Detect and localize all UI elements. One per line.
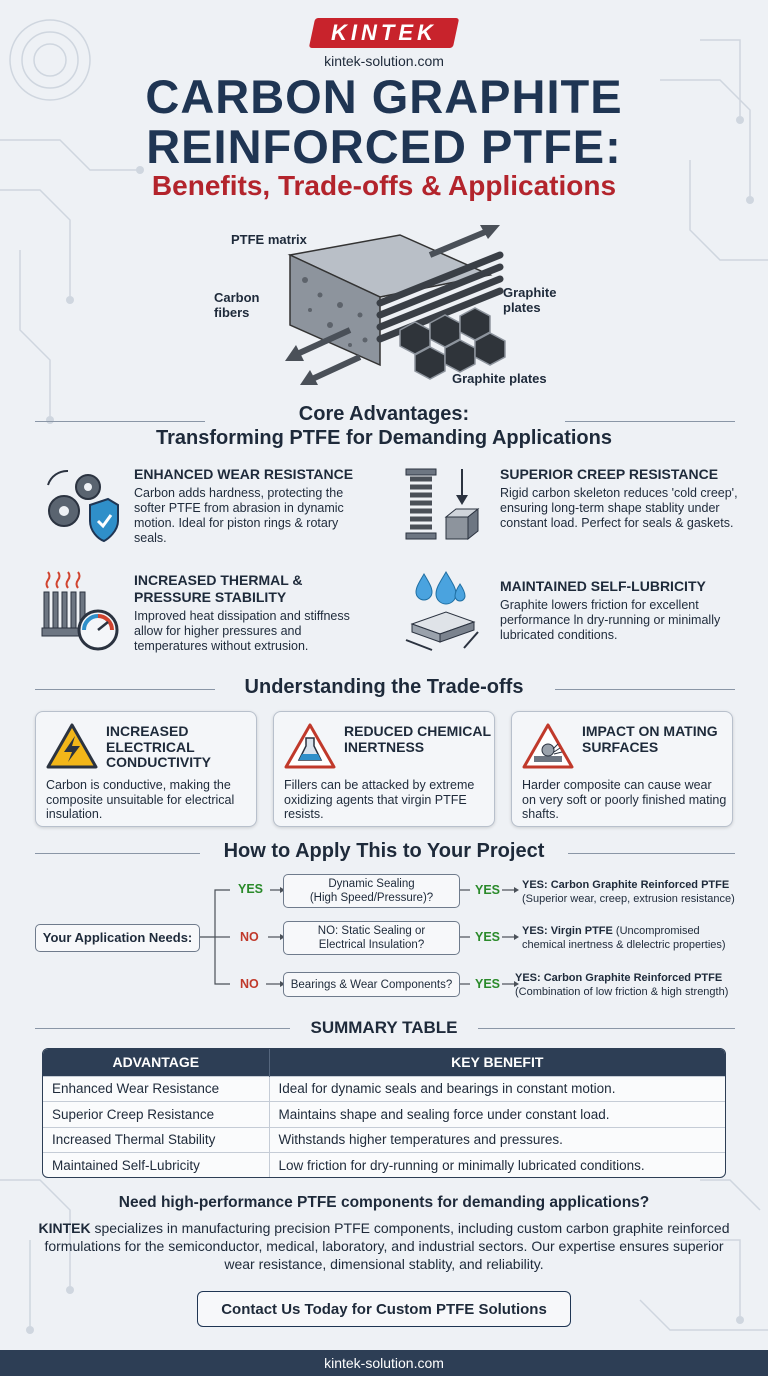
flow-question-static-sealing: NO: Static Sealing or Electrical Insulation? <box>283 921 460 955</box>
heatsink-gauge-icon <box>40 570 122 652</box>
advantage-text: Rigid carbon skeleton reduces 'cold creep', ensuring long-term shape stablity under constant load. Perfect for seals & gaskets. <box>500 486 738 530</box>
composite-structure-diagram <box>200 215 580 395</box>
kintek-logo: KINTEK <box>309 18 459 48</box>
flow-question-bearings: Bearings & Wear Components? <box>283 972 460 997</box>
advantage-self-lubricity <box>500 578 740 643</box>
flow-yes-label: YES <box>475 977 501 991</box>
table-cell: Increased Thermal Stability <box>43 1127 269 1153</box>
gears-shield-icon <box>40 465 122 547</box>
table-row <box>43 1127 725 1153</box>
result-detail: (Superior wear, creep, extrusion resistance) <box>522 893 735 905</box>
result-title: YES: Virgin PTFE <box>522 925 613 937</box>
result-detail: (Uncompromised <box>612 925 700 937</box>
advantage-text: Graphite lowers friction for excellent performance ln dry-running or minimally lubricated conditions. <box>500 598 721 642</box>
flask-warning-icon <box>284 722 336 770</box>
flow-question-dynamic-sealing: Dynamic Sealing (High Speed/Pressure)? <box>283 874 460 908</box>
flow-start-node: Your Application Needs: <box>35 924 200 952</box>
electric-warning-icon <box>46 722 98 770</box>
column-header-advantage: ADVANTAGE <box>43 1049 269 1076</box>
flow-result-1 <box>522 878 735 906</box>
table-cell: Low friction for dry-running or minimally lubricated conditions. <box>269 1153 725 1179</box>
advantage-creep-resistance <box>500 466 740 531</box>
result-title: YES: Carbon Graphite Reinforced PTFE <box>522 879 730 891</box>
flow-no-label: NO <box>240 977 259 991</box>
advantage-thermal-stability <box>134 572 374 654</box>
summary-table <box>42 1048 726 1178</box>
table-cell: Maintained Self-Lubricity <box>43 1153 269 1179</box>
title-line-2: REINFORCED PTFE: <box>146 120 622 173</box>
tradeoff-title: REDUCED CHEMICAL INERTNESS <box>344 723 491 755</box>
tradeoff-card-chemical <box>273 711 495 827</box>
table-row <box>43 1102 725 1128</box>
cta-body: specializes in manufacturing precision PTFE components, including custom carbon graphite reinforced formulations for the semiconductor, medical, laboratory, and industrial sectors. Our expertise ensures superior wear resistance, dimensional stablity, and reliability. <box>44 1220 730 1272</box>
table-cell: Ideal for dynamic seals and bearings in constant motion. <box>269 1076 725 1102</box>
contact-us-button[interactable]: Contact Us Today for Custom PTFE Solutions <box>197 1291 571 1327</box>
tradeoff-card-mating-surfaces <box>511 711 733 827</box>
result-detail: chemical inertness & dlelectric properties) <box>522 939 726 951</box>
apply-heading: How to Apply This to Your Project <box>223 840 545 862</box>
flow-result-2 <box>522 924 726 952</box>
tradeoff-title: IMPACT ON MATING SURFACES <box>582 723 718 755</box>
flow-result-3 <box>515 971 728 999</box>
site-url[interactable]: kintek-solution.com <box>324 53 444 69</box>
advantage-text: Improved heat dissipation and stiffness allow for higher pressures and temperatures without extrusion. <box>134 609 350 653</box>
table-cell: Withstands higher temperatures and pressures. <box>269 1127 725 1153</box>
advantage-title: SUPERIOR CREEP RESISTANCE <box>500 466 719 482</box>
table-cell: Maintains shape and sealing force under constant load. <box>269 1102 725 1128</box>
tradeoff-text: Carbon is conductive, making the composite unsuitable for electrical insulation. <box>46 778 235 821</box>
advantage-title: MAINTAINED SELF-LUBRICITY <box>500 578 706 594</box>
advantages-heading-line-1: Core Advantages: <box>298 403 470 425</box>
summary-heading: SUMMARY TABLE <box>310 1018 458 1037</box>
spring-block-icon <box>402 465 484 547</box>
label-graphite-plates-bottom: Graphite plates <box>452 371 547 386</box>
table-cell: Superior Creep Resistance <box>43 1102 269 1128</box>
result-detail: (Combination of low friction & high strength) <box>515 986 729 998</box>
result-title: YES: Carbon Graphite Reinforced PTFE <box>515 972 723 984</box>
flow-yes-label: YES <box>475 883 501 897</box>
flow-yes-label: YES <box>475 930 501 944</box>
label-carbon-fibers: Carbon fibers <box>214 290 260 320</box>
label-ptfe-matrix: PTFE matrix <box>231 232 307 247</box>
advantage-title: INCREASED THERMAL & PRESSURE STABILITY <box>134 572 303 605</box>
page-subtitle: Benefits, Trade-offs & Applications <box>151 170 617 201</box>
footer-url[interactable]: kintek-solution.com <box>0 1350 768 1376</box>
table-row <box>43 1076 725 1102</box>
column-header-key-benefit: KEY BENEFIT <box>269 1049 725 1076</box>
table-cell: Enhanced Wear Resistance <box>43 1076 269 1102</box>
tradeoff-text: Harder composite can cause wear on very soft or poorly finished mating shafts. <box>522 778 727 821</box>
advantage-wear-resistance <box>134 466 374 546</box>
flow-yes-label: YES <box>238 882 264 896</box>
label-graphite-plates-right: Graphite plates <box>503 285 557 315</box>
abrasion-warning-icon <box>522 722 574 770</box>
tradeoff-title: INCREASED ELECTRICAL CONDUCTIVITY <box>106 723 211 770</box>
page-title <box>0 72 768 172</box>
table-row <box>43 1153 725 1179</box>
advantages-heading-line-2: Transforming PTFE for Demanding Applications <box>156 427 612 449</box>
tradeoff-text: Fillers can be attacked by extreme oxidizing agents that virgin PTFE resists. <box>284 778 475 821</box>
title-line-1: CARBON GRAPHITE <box>145 70 623 123</box>
droplets-slide-icon <box>402 570 484 652</box>
flow-no-label: NO <box>240 930 259 944</box>
tradeoff-card-electrical <box>35 711 257 827</box>
cta-heading: Need high-performance PTFE components for demanding applications? <box>118 1194 650 1211</box>
advantages-heading <box>0 402 768 450</box>
advantage-text: Carbon adds hardness, protecting the softer PTFE from abrasion in dynamic motion. Ideal for piston rings & rotary seals. <box>134 486 344 545</box>
cta-brand: KINTEK <box>38 1220 91 1236</box>
cta-description <box>30 1219 738 1273</box>
tradeoffs-heading: Understanding the Trade-offs <box>244 676 524 698</box>
advantage-title: ENHANCED WEAR RESISTANCE <box>134 466 354 482</box>
